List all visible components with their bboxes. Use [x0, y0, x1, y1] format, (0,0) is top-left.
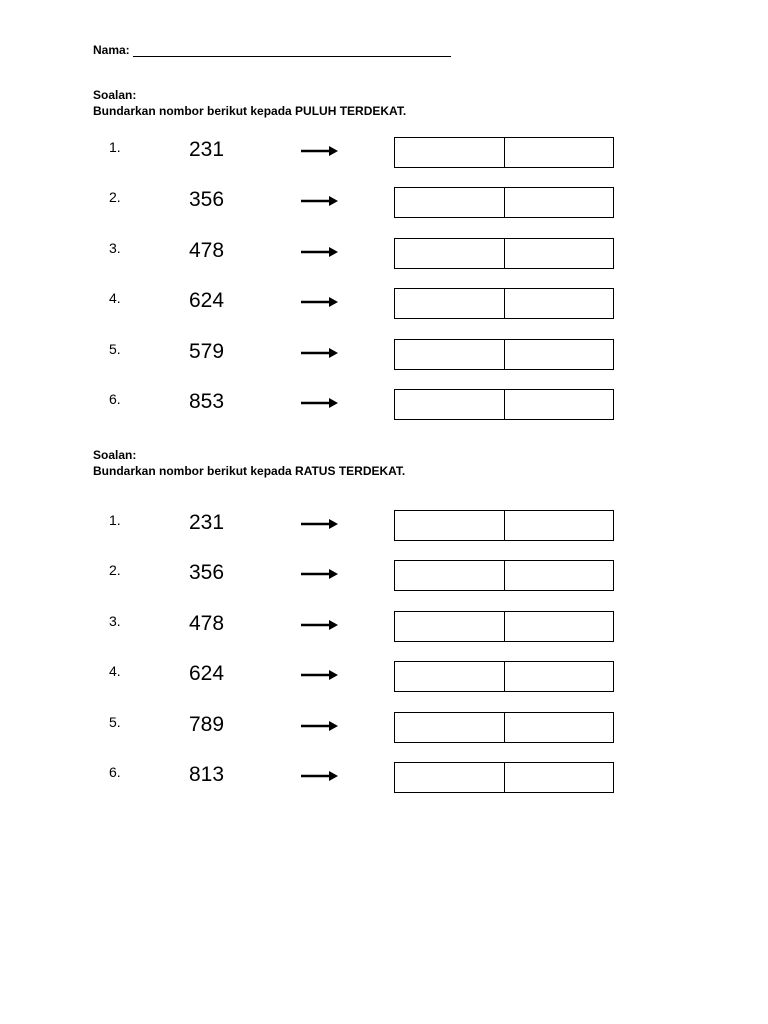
answer-boxes: [394, 339, 614, 370]
answer-box[interactable]: [395, 390, 504, 419]
question-number: 2.: [109, 562, 121, 579]
answer-boxes: [394, 712, 614, 743]
question-value: 478: [189, 611, 225, 635]
question-row: [0, 288, 768, 322]
question-value: 813: [189, 763, 225, 786]
answer-box[interactable]: [395, 340, 504, 369]
answer-boxes: [394, 762, 614, 793]
answer-box[interactable]: [504, 239, 614, 268]
answer-boxes: [394, 661, 614, 692]
section-1-instruction: Bundarkan nombor berikut kepada PULUH TERDEKAT.: [93, 104, 407, 118]
answer-box[interactable]: [395, 713, 504, 742]
question-number: 3.: [109, 239, 121, 256]
question-value: 478: [189, 238, 225, 262]
question-number: 5.: [109, 713, 121, 730]
name-label: Nama:: [93, 43, 130, 57]
answer-box[interactable]: [504, 713, 614, 742]
question-value: 624: [189, 662, 225, 686]
answer-box[interactable]: [504, 612, 614, 641]
right-arrow-icon: [301, 346, 339, 360]
answer-box[interactable]: [504, 188, 614, 217]
question-row: [0, 187, 768, 221]
answer-box[interactable]: [504, 390, 614, 419]
question-value: 356: [189, 561, 225, 585]
right-arrow-icon: [301, 245, 339, 259]
answer-box[interactable]: [504, 138, 614, 167]
question-number: 5.: [109, 340, 121, 357]
question-number: 4.: [109, 290, 121, 307]
section-1-heading: [93, 87, 406, 119]
answer-boxes: [394, 389, 614, 420]
section-1-title: Soalan:: [93, 88, 137, 102]
question-value: 231: [189, 511, 225, 534]
answer-box[interactable]: [395, 138, 504, 167]
answer-boxes: [394, 510, 614, 541]
answer-boxes: [394, 611, 614, 642]
answer-box[interactable]: [395, 289, 504, 318]
question-row: [0, 560, 768, 594]
question-number: 6.: [109, 391, 121, 407]
answer-box[interactable]: [504, 289, 614, 318]
answer-box[interactable]: [504, 340, 614, 369]
right-arrow-icon: [301, 194, 339, 208]
question-number: 4.: [109, 663, 121, 680]
right-arrow-icon: [301, 517, 339, 531]
question-row: [0, 611, 768, 645]
answer-box[interactable]: [395, 662, 504, 691]
right-arrow-icon: [301, 144, 339, 158]
question-row: [0, 510, 768, 544]
question-value: 853: [189, 390, 225, 413]
question-row: [0, 389, 768, 423]
answer-box[interactable]: [395, 561, 504, 590]
answer-boxes: [394, 560, 614, 591]
answer-box[interactable]: [504, 561, 614, 590]
name-field: [93, 43, 451, 57]
answer-box[interactable]: [395, 239, 504, 268]
question-value: 624: [189, 289, 225, 313]
question-number: 1.: [109, 139, 121, 155]
right-arrow-icon: [301, 396, 339, 410]
question-row: [0, 712, 768, 746]
question-value: 356: [189, 188, 225, 212]
name-input-line[interactable]: [133, 44, 451, 57]
question-number: 6.: [109, 764, 121, 780]
right-arrow-icon: [301, 618, 339, 632]
right-arrow-icon: [301, 719, 339, 733]
answer-boxes: [394, 238, 614, 269]
question-row: [0, 762, 768, 796]
answer-boxes: [394, 137, 614, 168]
section-2-heading: [93, 447, 405, 479]
question-row: [0, 137, 768, 171]
question-number: 1.: [109, 512, 121, 528]
answer-box[interactable]: [504, 511, 614, 540]
right-arrow-icon: [301, 769, 339, 783]
answer-boxes: [394, 187, 614, 218]
question-row: [0, 661, 768, 695]
question-row: [0, 339, 768, 373]
right-arrow-icon: [301, 668, 339, 682]
right-arrow-icon: [301, 295, 339, 309]
answer-box[interactable]: [504, 763, 614, 792]
question-value: 789: [189, 712, 225, 736]
question-value: 231: [189, 138, 225, 161]
answer-box[interactable]: [395, 511, 504, 540]
answer-box[interactable]: [395, 188, 504, 217]
right-arrow-icon: [301, 567, 339, 581]
question-number: 3.: [109, 612, 121, 629]
answer-box[interactable]: [504, 662, 614, 691]
question-row: [0, 238, 768, 272]
question-number: 2.: [109, 189, 121, 206]
answer-boxes: [394, 288, 614, 319]
question-value: 579: [189, 339, 225, 363]
answer-box[interactable]: [395, 763, 504, 792]
section-2-instruction: Bundarkan nombor berikut kepada RATUS TERDEKAT.: [93, 464, 406, 478]
section-2-title: Soalan:: [93, 448, 137, 462]
answer-box[interactable]: [395, 612, 504, 641]
